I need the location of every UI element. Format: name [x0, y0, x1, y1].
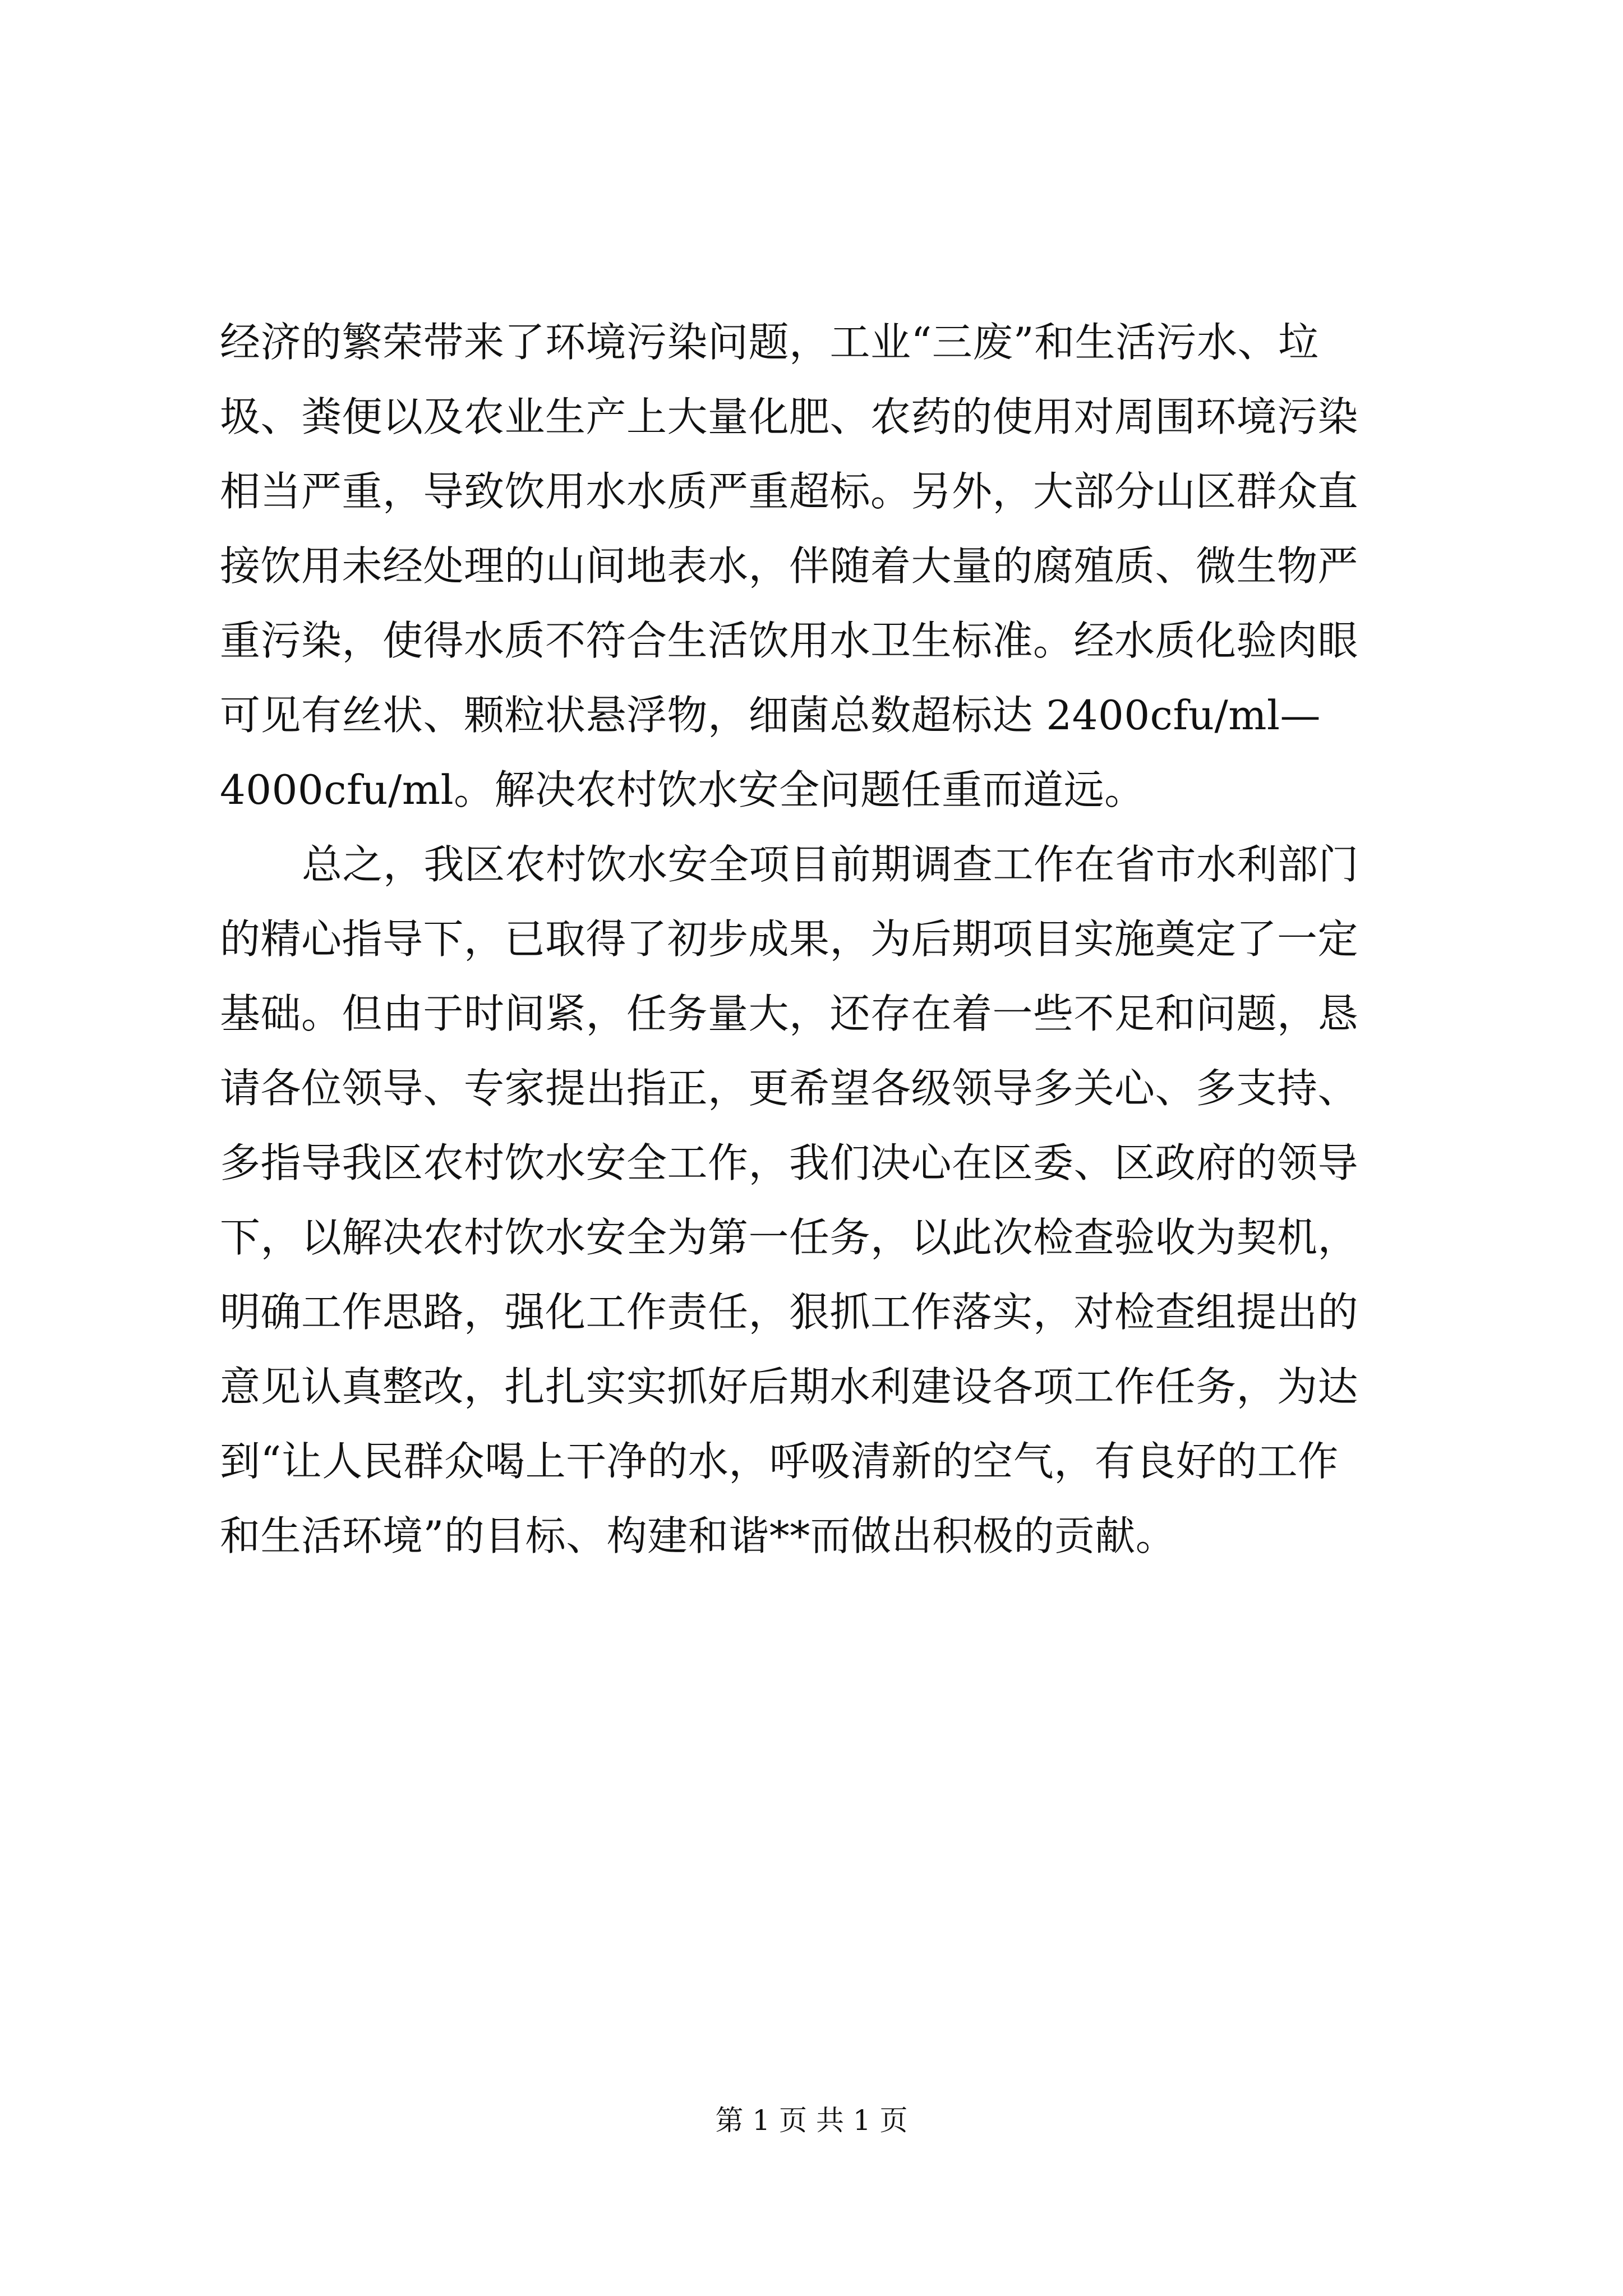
paragraph-line: 相当严重，导致饮用水水质严重超标。另外，大部分山区群众直: [220, 468, 1359, 515]
page-footer: 第 1 页 共 1 页: [715, 2104, 908, 2137]
paragraph-line: 接饮用未经处理的山间地表水，伴随着大量的腐殖质、微生物严: [220, 542, 1359, 590]
paragraph-line: 下，以解决农村饮水安全为第一任务，以此次检查验收为契机，: [220, 1214, 1359, 1261]
paragraph-line: 的精心指导下，已取得了初步成果，为后期项目实施奠定了一定: [220, 915, 1359, 963]
paragraph-line: 经济的繁荣带来了环境污染问题，工业“三废”和生活污水、垃: [220, 319, 1319, 366]
paragraph-line: 4000cfu/ml。解决农村饮水安全问题任重而道远。: [220, 766, 1145, 813]
paragraph-line: 多指导我区农村饮水安全工作，我们决心在区委、区政府的领导: [220, 1139, 1359, 1186]
paragraph-line: 请各位领导、专家提出指正，更希望各级领导多关心、多支持、: [220, 1065, 1359, 1112]
paragraph-line: 明确工作思路，强化工作责任，狠抓工作落实，对检查组提出的: [220, 1289, 1359, 1336]
paragraph-line: 重污染，使得水质不符合生活饮用水卫生标准。经水质化验肉眼: [220, 617, 1359, 664]
paragraph-line: 和生活环境”的目标、构建和谐**而做出积极的贡献。: [220, 1512, 1177, 1559]
paragraph-line: 基础。但由于时间紧，任务量大，还存在着一些不足和问题，恳: [220, 990, 1359, 1037]
paragraph-line: 意见认真整改，扎扎实实抓好后期水利建设各项工作任务，为达: [220, 1363, 1359, 1410]
paragraph-line: 到“让人民群众喝上干净的水，呼吸清新的空气，有良好的工作: [220, 1438, 1339, 1485]
paragraph-line: 总之，我区农村饮水安全项目前期调查工作在省市水利部门: [302, 841, 1359, 888]
paragraph-line: 可见有丝状、颗粒状悬浮物，细菌总数超标达 2400cfu/ml—: [220, 692, 1321, 739]
paragraph-line: 圾、粪便以及农业生产上大量化肥、农药的使用对周围环境污染: [220, 393, 1359, 440]
